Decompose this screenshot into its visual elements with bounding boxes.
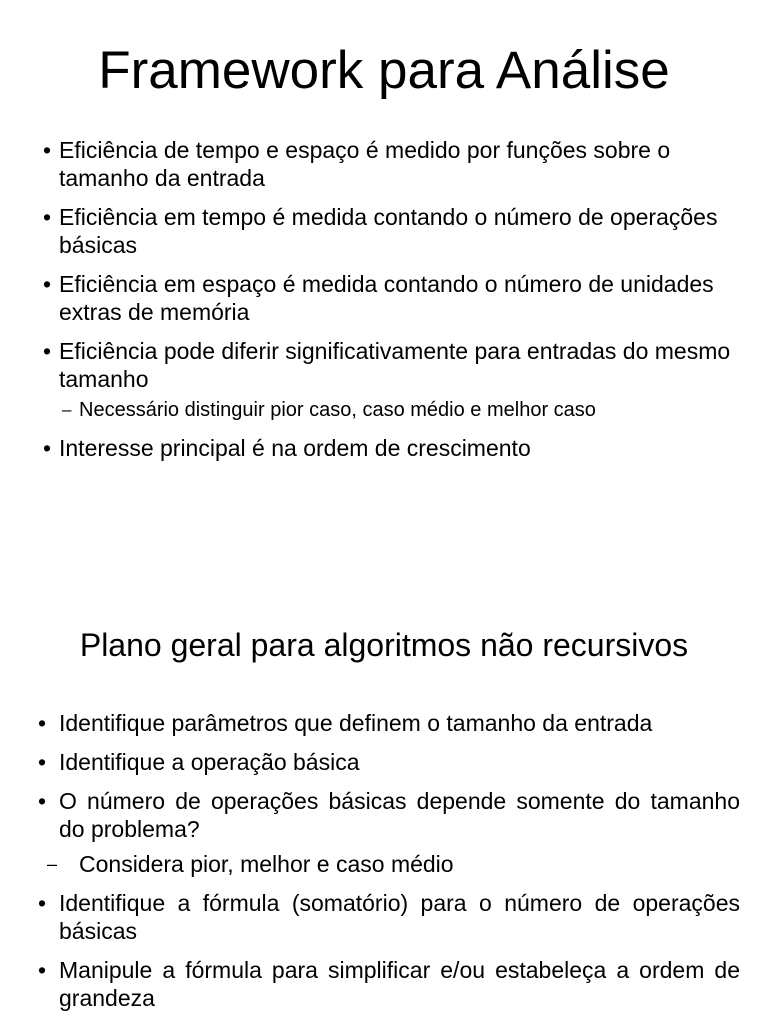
bullet-icon: • <box>38 957 47 983</box>
list-item <box>0 709 740 737</box>
list-item-text: Eficiência em espaço é medida contando o número de unidades extras de memória <box>59 271 714 325</box>
dash-icon: – <box>47 854 58 874</box>
bullet-icon: • <box>43 204 52 230</box>
list-item <box>0 434 740 462</box>
list-item-text: Identifique a fórmula (somatório) para o número de operações básicas <box>59 890 740 944</box>
list-item <box>0 956 740 1012</box>
list-item-text: Manipule a fórmula para simplificar e/ou estabeleça a ordem de grandeza <box>59 957 740 1011</box>
bullet-list <box>0 136 740 473</box>
list-item-text: Eficiência pode diferir significativamente para entradas do mesmo tamanho <box>59 338 731 392</box>
slide-plano-geral <box>0 512 768 1024</box>
slide-title: Framework para Análise <box>98 41 670 100</box>
bullet-icon: • <box>43 271 52 297</box>
list-item <box>0 748 740 776</box>
sub-list-item <box>0 850 740 878</box>
list-item-text: Eficiência de tempo e espaço é medido por funções sobre o tamanho da entrada <box>59 137 671 191</box>
list-item-text: Eficiência em tempo é medida contando o número de operações básicas <box>59 204 718 258</box>
list-item-text: Identifique a operação básica <box>59 749 360 775</box>
list-item-text: Identifique parâmetros que definem o tamanho da entrada <box>59 710 653 736</box>
list-item <box>0 136 740 192</box>
list-item-text: O número de operações básicas depende somente do tamanho do problema? <box>59 788 740 842</box>
bullet-icon: • <box>38 890 47 916</box>
sub-list-item <box>0 398 740 422</box>
list-item-text: Interesse principal é na ordem de crescimento <box>59 435 531 461</box>
sub-list-item-text: Necessário distinguir pior caso, caso médio e melhor caso <box>79 399 596 421</box>
bullet-icon: • <box>43 435 52 461</box>
bullet-icon: • <box>43 338 52 364</box>
bullet-icon: • <box>38 749 47 775</box>
list-item <box>0 270 740 326</box>
list-item <box>0 203 740 259</box>
bullet-icon: • <box>43 137 52 163</box>
bullet-icon: • <box>38 710 47 736</box>
bullet-list <box>0 709 740 1023</box>
list-item <box>0 889 740 945</box>
list-item <box>0 337 740 393</box>
dash-icon: – <box>62 400 72 419</box>
slide-title: Plano geral para algoritmos não recursivos <box>79 627 689 663</box>
sub-list-item-text: Considera pior, melhor e caso médio <box>79 851 454 877</box>
list-item <box>0 787 740 843</box>
bullet-icon: • <box>38 788 47 814</box>
